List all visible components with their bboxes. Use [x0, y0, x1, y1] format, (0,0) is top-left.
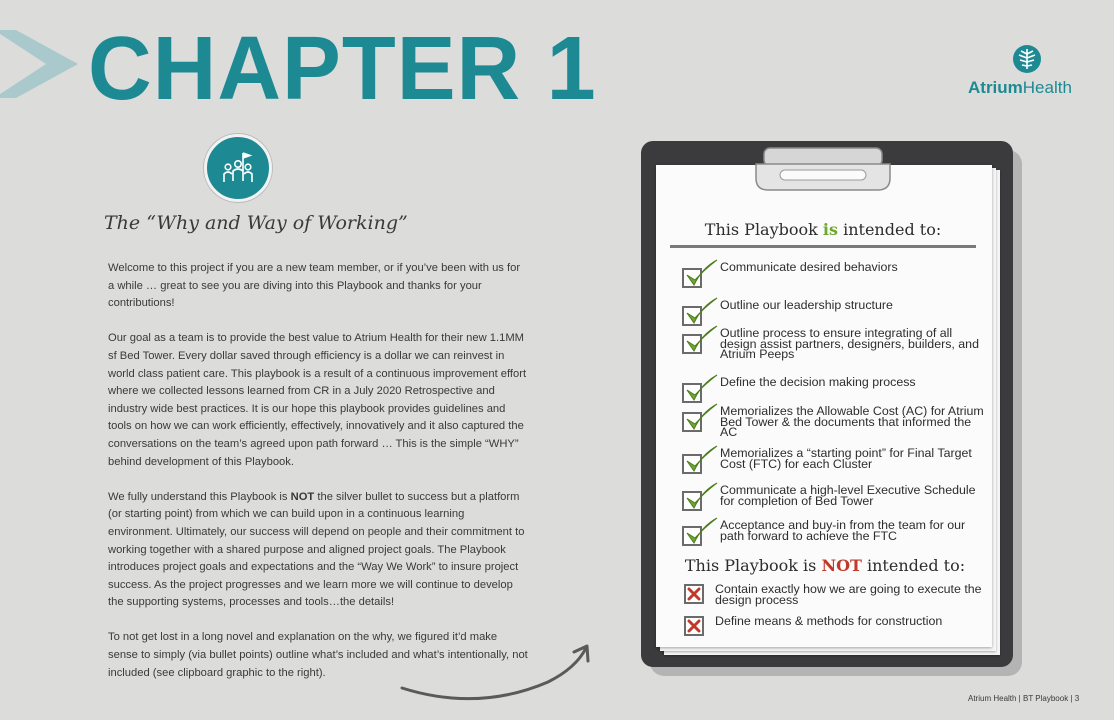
- logo-word-health: Health: [1022, 78, 1072, 97]
- is-intended-item-text: Communicate a high-level Executive Schedule for completion of Bed Tower: [720, 483, 976, 508]
- red-x-icon: [684, 584, 704, 604]
- clipboard-clip-icon: [750, 144, 896, 200]
- curved-arrow-graphic: [398, 640, 594, 710]
- is-heading-end: intended to:: [838, 220, 942, 239]
- paragraph-understand-end: the silver bullet to success but a platform (or starting point) from which we can build upon in a continuous learning environment. Ultimately, our success will depend on people and their commitment to working together with a shared purpose and aligned project goals. The Playbook introduces project goals and expectations and the “Way We Work” to insure project success. As the project progresses and we learn more we will continue to develop the supporting systems, processes and tools…the details!: [108, 490, 525, 609]
- paragraph-welcome: Welcome to this project if you are a new team member, or if you’ve been with us for a while … great to see you are diving into this Playbook and thanks for your contributions!: [108, 262, 521, 310]
- is-intended-item-text: Communicate desired behaviors: [720, 260, 898, 274]
- not-intended-heading: [672, 556, 978, 575]
- paragraph-goal: Our goal as a team is to provide the best value to Atrium Health for their new 1.1MM sf Bed Tower. Every dollar saved through efficiency is a dollar we can reinvest in world class patient care. This playbook is a result of a continuous improvement effort where we collected lessons learned from CR in a July 2020 Retrospective and industry wide best practices. It is our hope this playbook provides guidelines and tools on how we can work efficiently, effectively, innovatively and it also captured the conversations on the team’s agreed upon path forward … This is the simple “WHY” behind development of this Playbook.: [108, 332, 527, 468]
- heading-rule: [670, 245, 976, 248]
- green-check-icon: [684, 258, 720, 292]
- green-check-icon: [684, 481, 720, 515]
- is-intended-item-text: Memorializes the Allowable Cost (AC) for Atrium Bed Tower & the documents that informed the AC: [720, 404, 984, 439]
- tree-leaf-icon: [1012, 44, 1042, 74]
- page-footer: Atrium Health | BT Playbook | 3: [968, 694, 1080, 703]
- red-x-icon: [684, 616, 704, 636]
- not-intended-item-text: Define means & methods for construction: [715, 614, 943, 628]
- not-heading-end: intended to:: [861, 556, 966, 575]
- not-intended-item-text: Contain exactly how we are going to execute the design process: [715, 582, 982, 607]
- not-heading-keyword: NOT: [821, 556, 862, 575]
- is-heading-start: This Playbook: [704, 220, 823, 239]
- team-flag-icon: [204, 134, 272, 202]
- is-intended-item-text: Acceptance and buy-in from the team for our path forward to achieve the FTC: [720, 518, 966, 543]
- chevron-arrow-graphic: [0, 22, 84, 112]
- is-heading-keyword: is: [822, 220, 839, 239]
- section-heading: The “Why and Way of Working”: [104, 212, 408, 234]
- green-check-icon: [684, 444, 720, 478]
- green-check-icon: [684, 516, 720, 550]
- paragraph-understand: [108, 489, 528, 612]
- is-intended-heading: [670, 220, 976, 239]
- is-intended-item-text: Memorializes a “starting point” for Final Target Cost (FTC) for each Cluster: [720, 446, 972, 471]
- logo-wordmark: [968, 78, 1092, 98]
- paragraph-summary: To not get lost in a long novel and explanation on the why, we figured it’d make sense to simply (via bullet points) outline what’s included and what’s intentionally, not included (see clipboard graphic to the right).: [108, 631, 528, 679]
- atrium-health-logo: [968, 44, 1088, 100]
- green-check-icon: [684, 324, 720, 358]
- not-heading-start: This Playbook is: [684, 556, 822, 575]
- chapter-title: CHAPTER 1: [88, 19, 597, 119]
- is-intended-item-text: Define the decision making process: [720, 375, 916, 389]
- green-check-icon: [684, 402, 720, 436]
- paragraph-understand-bold: NOT: [290, 490, 315, 503]
- is-intended-item-text: Outline process to ensure integrating of all design assist partners, designers, builders, and Atrium Peeps: [720, 326, 979, 361]
- logo-word-atrium: Atrium: [968, 78, 1023, 97]
- paragraph-understand-start: We fully understand this Playbook is: [108, 490, 291, 503]
- intro-body: [108, 260, 528, 700]
- is-intended-item-text: Outline our leadership structure: [720, 298, 893, 312]
